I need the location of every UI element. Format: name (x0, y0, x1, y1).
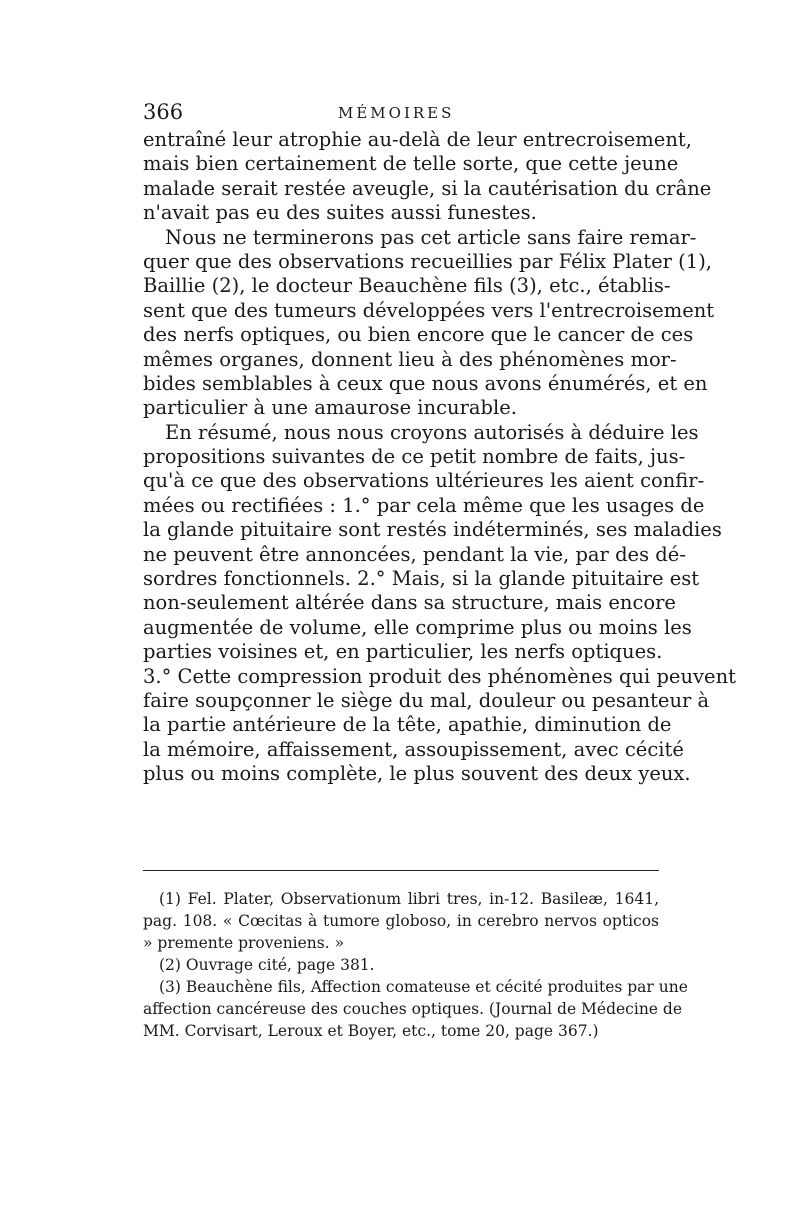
text-line: plus ou moins complète, le plus souvent des deux yeux. (143, 762, 691, 786)
footnote-line: (1) Fel. Plater, Observationum libri tres, in-12. Basileæ, 1641, (159, 890, 659, 908)
footnote-line: » premente proveniens. » (143, 934, 345, 952)
footnote-divider (143, 870, 659, 871)
text-line: entraîné leur atrophie au-delà de leur entrecroisement, (143, 128, 692, 151)
text-line: ne peuvent être annoncées, pendant la vie, par des dé- (143, 542, 686, 566)
footnotes (143, 888, 688, 1042)
text-line: mées ou rectifiées : 1.° par cela même que les usages de (143, 493, 705, 517)
footnote-line: (3) Beauchène fils, Affection comateuse et cécité produites par une (159, 978, 688, 996)
text-line: bides semblables à ceux que nous avons énumérés, et en (143, 371, 708, 395)
text-line: non-seulement altérée dans sa structure, mais encore (143, 591, 676, 615)
text-line: augmentée de volume, elle comprime plus ou moins les (143, 615, 692, 639)
text-line: 3.° Cette compression produit des phénomènes qui peuvent (143, 664, 736, 688)
text-line: faire soupçonner le siège du mal, douleur ou pesanteur à (143, 688, 710, 712)
footnote-line: pag. 108. « Cœcitas à tumore globoso, in cerebro nervos opticos (143, 912, 659, 930)
footnote-line: (2) Ouvrage cité, page 381. (159, 956, 375, 974)
footnote-line: affection cancéreuse des couches optiques. (Journal de Médecine de (143, 1000, 682, 1018)
text-line: Nous ne terminerons pas cet article sans faire remar- (165, 225, 697, 249)
text-line: En résumé, nous nous croyons autorisés à déduire les (165, 420, 699, 444)
text-line: malade serait restée aveugle, si la cautérisation du crâne (143, 176, 712, 200)
running-head (143, 100, 658, 130)
body-text (143, 128, 736, 787)
text-line: sent que des tumeurs développées vers l'entrecroisement (143, 298, 715, 322)
text-line: mêmes organes, donnent lieu à des phénomènes mor- (143, 347, 677, 371)
page-number: 366 (143, 100, 184, 124)
text-line: la partie antérieure de la tête, apathie, diminution de (143, 713, 672, 737)
text-line: n'avait pas eu des suites aussi funestes. (143, 201, 537, 225)
footnote-line: MM. Corvisart, Leroux et Boyer, etc., tome 20, page 367.) (143, 1022, 599, 1040)
text-line: propositions suivantes de ce petit nombre de faits, jus- (143, 445, 686, 469)
text-line: la glande pituitaire sont restés indéterminés, ses maladies (143, 518, 722, 542)
text-line: Baillie (2), le docteur Beauchène fils (3), etc., établis- (143, 274, 671, 298)
text-line: quer que des observations recueillies par Félix Plater (1), (143, 249, 712, 273)
text-line: sordres fonctionnels. 2.° Mais, si la glande pituitaire est (143, 567, 700, 591)
text-line: parties voisines et, en particulier, les nerfs optiques. (143, 640, 663, 664)
text-line: particulier à une amaurose incurable. (143, 396, 517, 420)
running-title: MÉMOIRES (338, 104, 455, 122)
text-line: des nerfs optiques, ou bien encore que le cancer de ces (143, 323, 694, 347)
text-line: qu'à ce que des observations ultérieures les aient confir- (143, 469, 705, 493)
text-line: mais bien certainement de telle sorte, que cette jeune (143, 152, 679, 176)
text-line: la mémoire, affaissement, assoupissement, avec cécité (143, 737, 684, 761)
